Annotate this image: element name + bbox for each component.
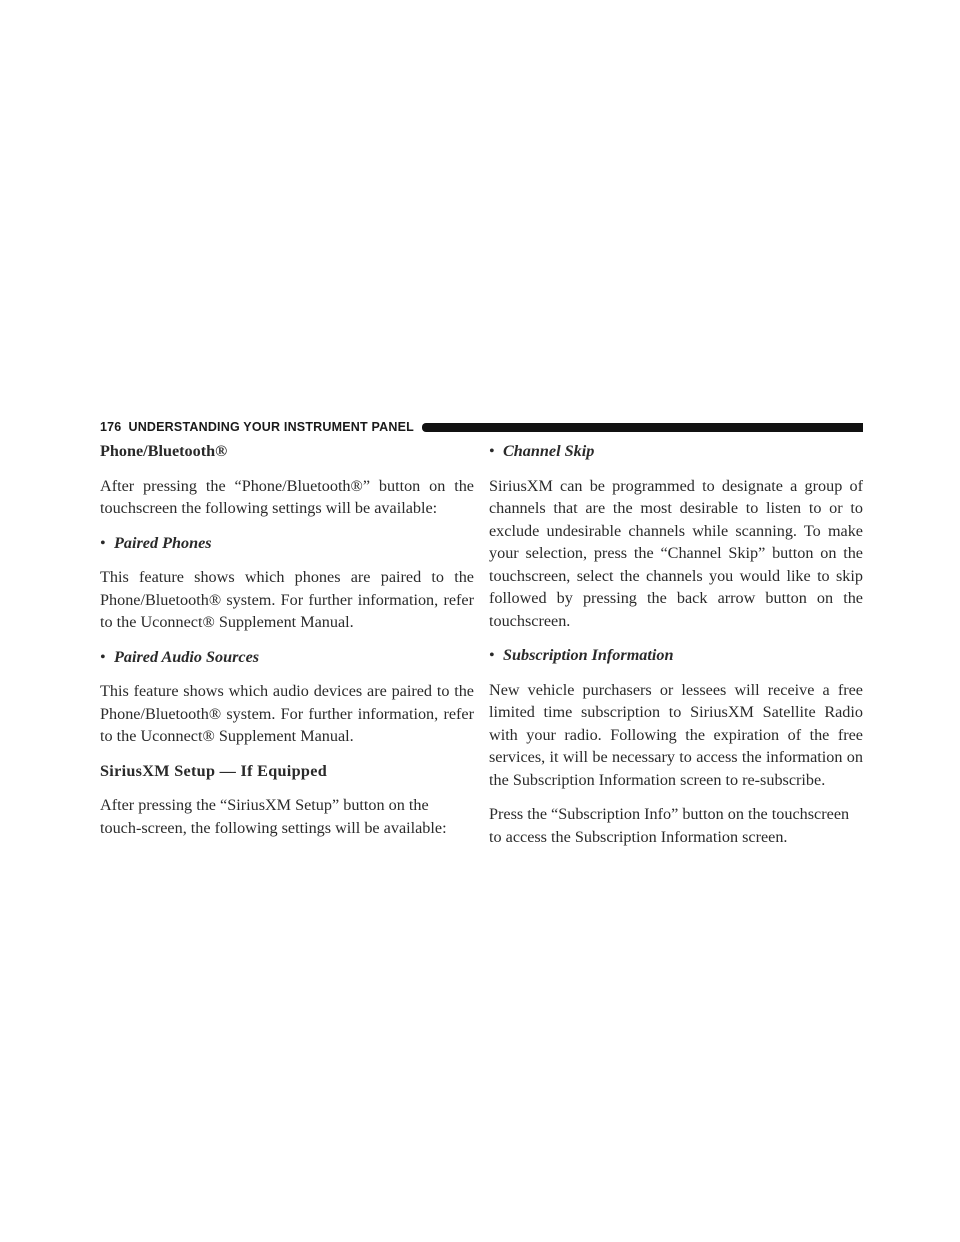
bullet-label: Channel Skip xyxy=(503,442,595,460)
bullet-channel-skip xyxy=(489,440,863,463)
header-text xyxy=(100,420,414,434)
bullet-paired-phones xyxy=(100,532,474,555)
bullet-label: Paired Phones xyxy=(114,533,212,552)
heading-siriusxm-setup: SiriusXM Setup — If Equipped xyxy=(100,761,327,780)
page-number: 176 xyxy=(100,420,122,434)
bullet-paired-audio-sources xyxy=(100,646,474,669)
bullet-dot: • xyxy=(489,646,495,664)
bullet-dot: • xyxy=(489,442,495,460)
heading-phone-bluetooth: Phone/Bluetooth® xyxy=(100,442,228,460)
para-paired-audio-sources: This feature shows which audio devices are paired to the Phone/Bluetooth® system. For further information, refer to the Uconnect® Supplement Manual. xyxy=(100,682,474,745)
section-title: UNDERSTANDING YOUR INSTRUMENT PANEL xyxy=(128,420,414,434)
intro-phone-bluetooth: After pressing the “Phone/Bluetooth®” button on the touchscreen the following settings will be available: xyxy=(100,476,474,517)
header-rule-bar xyxy=(422,423,863,432)
bullet-dot: • xyxy=(100,533,106,552)
right-column xyxy=(489,440,863,860)
intro-siriusxm-setup: After pressing the “SiriusXM Setup” button on the touch-screen, the following settings will be available: xyxy=(100,796,447,837)
para-channel-skip: SiriusXM can be programmed to designate a group of channels that are the most desirable to listen to or to exclude undesirable channels while scanning. To make your selection, press the “Channel Skip” button on the touchscreen, select the channels you would like to skip followed by pressing the back arrow button on the touchscreen. xyxy=(489,476,863,630)
left-column xyxy=(100,440,474,851)
para-paired-phones: This feature shows which phones are paired to the Phone/Bluetooth® system. For further information, refer to the Uconnect® Supplement Manual. xyxy=(100,568,474,631)
bullet-subscription-information xyxy=(489,644,863,667)
para-subscription-info-button: Press the “Subscription Info” button on the touchscreen to access the Subscription Information screen. xyxy=(489,805,850,846)
para-subscription-information: New vehicle purchasers or lessees will receive a free limited time subscription to SiriusXM Satellite Radio with your radio. Following the expiration of the free services, it will be necessary to access the information on the Subscription Information screen to re-subscribe. xyxy=(489,680,863,789)
bullet-label: Subscription Information xyxy=(503,646,674,664)
page-header xyxy=(100,418,863,436)
bullet-dot: • xyxy=(100,647,106,666)
bullet-label: Paired Audio Sources xyxy=(114,647,260,666)
